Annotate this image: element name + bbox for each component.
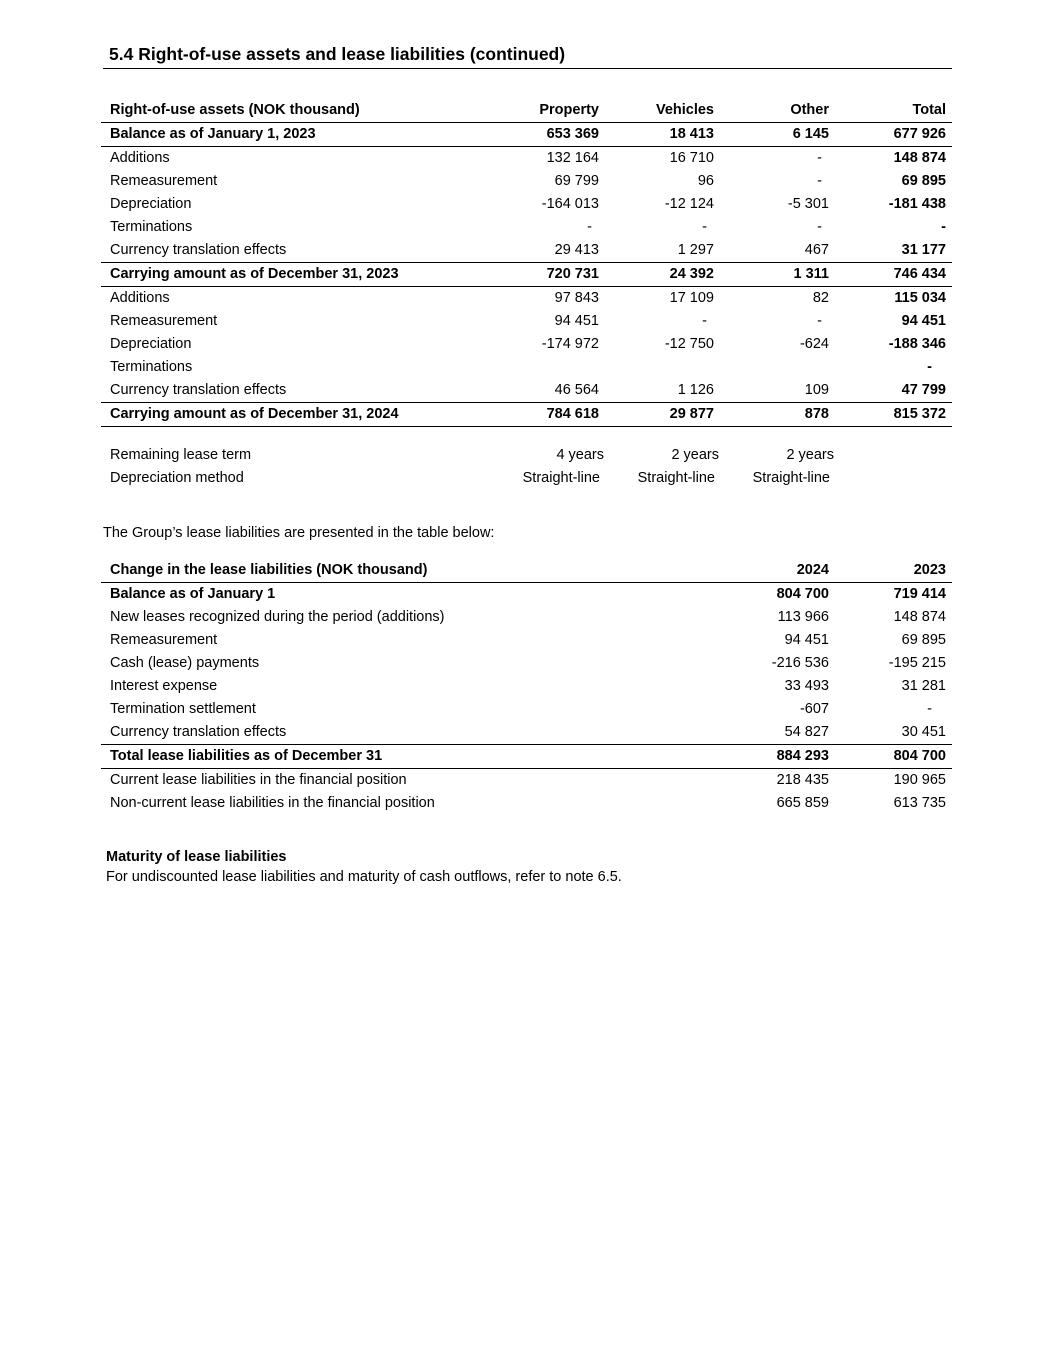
section-title: 5.4 Right-of-use assets and lease liabilities (continued) <box>103 44 952 69</box>
row-label: Additions <box>110 150 170 166</box>
cell-vehicles: 2 years <box>671 447 719 463</box>
table-row <box>101 467 952 490</box>
intro-text: The Group’s lease liabilities are presented in the table below: <box>103 525 495 541</box>
row-label: Carrying amount as of December 31, 2023 <box>101 263 501 287</box>
table-row <box>101 745 952 769</box>
row-label: Remaining lease term <box>110 447 252 463</box>
cell-other: Straight-line <box>752 470 830 486</box>
cell-total: 815 372 <box>830 403 952 427</box>
cell-vehicles: 1 126 <box>600 379 715 403</box>
cell-property: Straight-line <box>522 470 600 486</box>
cell-total: 677 926 <box>830 123 952 147</box>
cell-vehicles: 96 <box>697 173 714 189</box>
table-row <box>101 675 952 698</box>
cell-other: -624 <box>799 336 829 352</box>
cell-other <box>715 356 830 379</box>
maturity-text: For undiscounted lease liabilities and maturity of cash outflows, refer to note 6.5. <box>106 869 622 885</box>
row-label: Carrying amount as of December 31, 2024 <box>101 403 501 427</box>
column-header: 2023 <box>830 559 952 583</box>
cell-total: - <box>941 219 946 235</box>
cell-vehicles: -12 750 <box>664 336 714 352</box>
table-row <box>101 239 952 263</box>
column-header: Vehicles <box>600 99 715 123</box>
cell-2024: 54 827 <box>715 721 830 745</box>
row-label: Non-current lease liabilities in the financial position <box>110 795 435 811</box>
cell-vehicles: 17 109 <box>669 290 714 306</box>
table-row <box>101 147 952 171</box>
cell-property: 653 369 <box>501 123 600 147</box>
table-header-row <box>101 559 952 583</box>
row-label: Currency translation effects <box>101 379 501 403</box>
cell-2023: 69 895 <box>901 632 946 648</box>
lease-terms-table <box>101 444 952 490</box>
cell-total: 148 874 <box>893 150 946 166</box>
cell-other: - <box>817 173 822 189</box>
table-row <box>101 216 952 239</box>
row-label: Remeasurement <box>110 632 218 648</box>
cell-vehicles: 1 297 <box>600 239 715 263</box>
column-header: Change in the lease liabilities (NOK thousand) <box>101 559 715 583</box>
maturity-heading: Maturity of lease liabilities <box>106 849 287 865</box>
cell-property: 97 843 <box>554 290 599 306</box>
table-row <box>101 403 952 427</box>
row-label: Terminations <box>110 359 193 375</box>
row-label: Remeasurement <box>110 173 218 189</box>
row-label: Terminations <box>110 219 193 235</box>
cell-total: -188 346 <box>888 336 946 352</box>
table-row <box>101 263 952 287</box>
cell-vehicles: 24 392 <box>600 263 715 287</box>
cell-property: 4 years <box>556 447 604 463</box>
cell-other: 878 <box>715 403 830 427</box>
cell-total: 31 177 <box>830 239 952 263</box>
column-header: Right-of-use assets (NOK thousand) <box>101 99 501 123</box>
cell-2023: 31 281 <box>901 678 946 694</box>
cell-total: 69 895 <box>901 173 946 189</box>
table-row <box>101 792 952 815</box>
row-label: Depreciation <box>110 196 192 212</box>
cell-other: 2 years <box>786 447 834 463</box>
cell-property: 720 731 <box>501 263 600 287</box>
cell-property: - <box>587 219 592 235</box>
cell-2024: 804 700 <box>776 586 829 602</box>
row-label: Additions <box>110 290 170 306</box>
cell-other: -5 301 <box>787 196 829 212</box>
cell-other: - <box>817 313 822 329</box>
cell-2024: -216 536 <box>771 655 829 671</box>
cell-2023: - <box>927 701 932 717</box>
cell-total: 47 799 <box>830 379 952 403</box>
table-row <box>101 170 952 193</box>
cell-2023: 804 700 <box>830 745 952 769</box>
row-label: Balance as of January 1, 2023 <box>101 123 501 147</box>
cell-other: - <box>817 150 822 166</box>
lease-liabilities-table <box>101 559 952 815</box>
cell-2023: 190 965 <box>893 772 946 788</box>
table-row <box>101 287 952 311</box>
cell-other: 467 <box>715 239 830 263</box>
column-header: Property <box>501 99 600 123</box>
row-label: New leases recognized during the period (additions) <box>110 609 445 625</box>
cell-total: 115 034 <box>894 290 946 306</box>
table-row <box>101 193 952 216</box>
row-label: Total lease liabilities as of December 31 <box>101 745 715 769</box>
column-header: Total <box>830 99 952 123</box>
cell-other: 82 <box>812 290 829 306</box>
cell-property: 69 799 <box>554 173 599 189</box>
table-row <box>101 606 952 629</box>
row-label: Remeasurement <box>110 313 218 329</box>
cell-property: -174 972 <box>541 336 599 352</box>
cell-total: -181 438 <box>888 196 946 212</box>
cell-2024: 218 435 <box>776 772 829 788</box>
cell-2024: 665 859 <box>776 795 829 811</box>
table-row <box>101 721 952 745</box>
cell-2024: -607 <box>799 701 829 717</box>
cell-vehicles <box>600 356 715 379</box>
table-row <box>101 769 952 793</box>
table-row <box>101 698 952 721</box>
cell-total: - <box>927 359 932 375</box>
row-label: Termination settlement <box>110 701 256 717</box>
table-row <box>101 379 952 403</box>
table-row <box>101 333 952 356</box>
table-row <box>101 583 952 607</box>
table-row <box>101 310 952 333</box>
row-label: Interest expense <box>110 678 218 694</box>
cell-other: - <box>817 219 822 235</box>
cell-property: 29 413 <box>501 239 600 263</box>
row-label: Cash (lease) payments <box>110 655 260 671</box>
cell-property: 784 618 <box>501 403 600 427</box>
cell-other: 1 311 <box>715 263 830 287</box>
row-label: Current lease liabilities in the financial position <box>110 772 407 788</box>
table-header-row <box>101 99 952 123</box>
right-of-use-assets-table <box>101 99 952 427</box>
row-label: Currency translation effects <box>101 239 501 263</box>
column-header: Other <box>715 99 830 123</box>
cell-2023: 148 874 <box>893 609 946 625</box>
cell-total: 746 434 <box>830 263 952 287</box>
row-label: Depreciation method <box>110 470 244 486</box>
cell-2023: 719 414 <box>893 586 946 602</box>
row-label: Currency translation effects <box>101 721 715 745</box>
cell-2024: 113 966 <box>777 609 829 625</box>
cell-property <box>501 356 600 379</box>
cell-property: 94 451 <box>554 313 599 329</box>
cell-2024: 33 493 <box>784 678 829 694</box>
cell-vehicles: 18 413 <box>600 123 715 147</box>
table-row <box>101 629 952 652</box>
cell-other: 109 <box>715 379 830 403</box>
table-row <box>101 652 952 675</box>
cell-total: 94 451 <box>901 313 946 329</box>
cell-2023: 30 451 <box>830 721 952 745</box>
cell-vehicles: -12 124 <box>664 196 714 212</box>
cell-vehicles: 29 877 <box>600 403 715 427</box>
cell-vehicles: Straight-line <box>637 470 715 486</box>
cell-2024: 884 293 <box>715 745 830 769</box>
column-header: 2024 <box>715 559 830 583</box>
table-row <box>101 444 952 467</box>
cell-vehicles: - <box>702 219 707 235</box>
cell-property: 132 164 <box>546 150 599 166</box>
cell-2023: -195 215 <box>888 655 946 671</box>
cell-property: -164 013 <box>541 196 599 212</box>
cell-vehicles: 16 710 <box>669 150 714 166</box>
cell-other: 6 145 <box>715 123 830 147</box>
table-row <box>101 356 952 379</box>
table-row <box>101 123 952 147</box>
cell-property: 46 564 <box>501 379 600 403</box>
cell-vehicles: - <box>702 313 707 329</box>
cell-2024: 94 451 <box>784 632 829 648</box>
cell-2023: 613 735 <box>893 795 946 811</box>
row-label: Balance as of January 1 <box>110 586 276 602</box>
row-label: Depreciation <box>110 336 192 352</box>
